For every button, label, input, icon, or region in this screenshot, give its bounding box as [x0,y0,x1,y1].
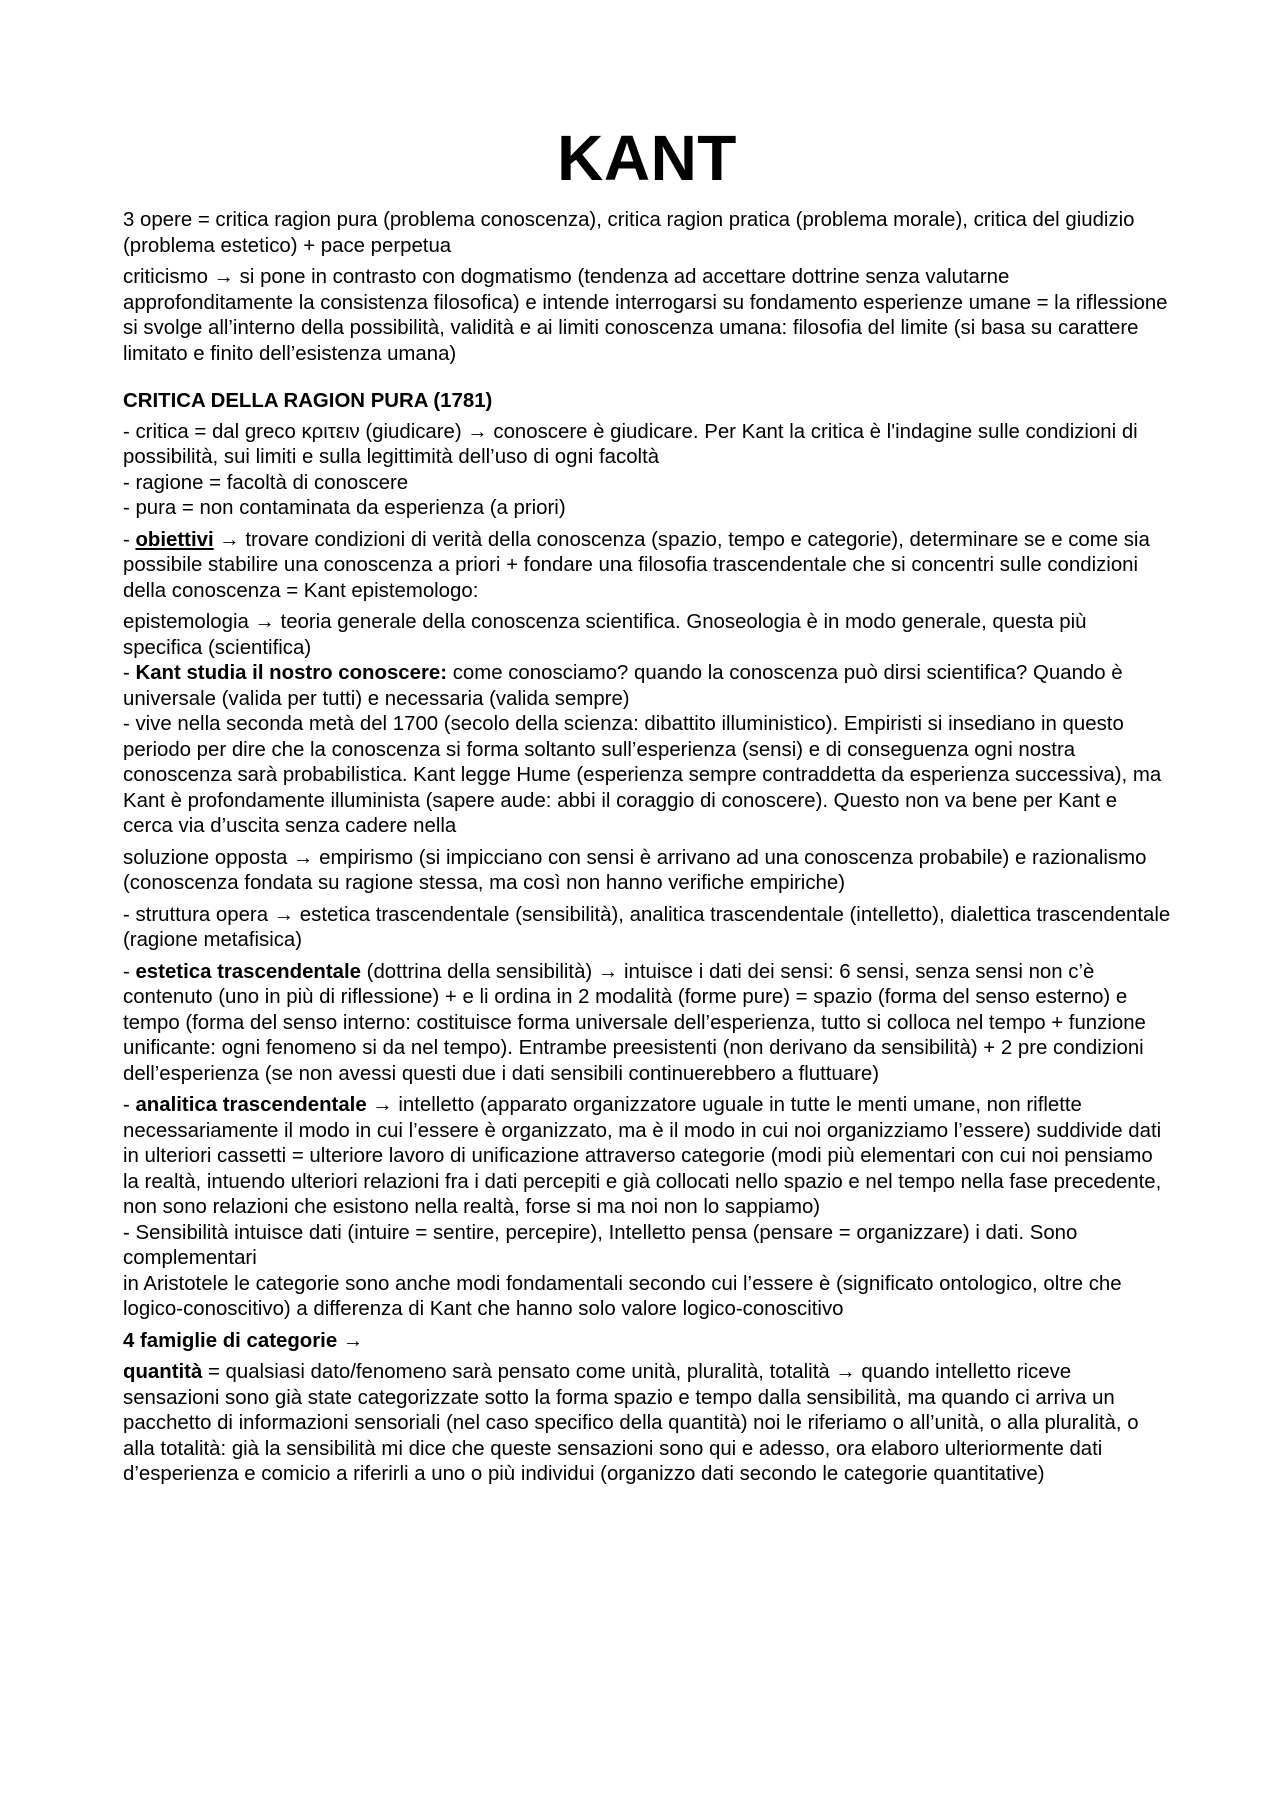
studia-label: Kant studia il nostro conoscere: [135,662,448,684]
paragraph-soluzione: soluzione opposta → empirismo (si impicciano con sensi è arrivano ad una conoscenza probabile) e razionalismo (conoscenza fondata su ragione stessa, ma così non hanno verifiche empiriche) [123,846,1147,894]
paragraph-pura: - pura = non contaminata da esperienza (a priori) [123,497,566,519]
paragraph-quantita [123,1360,1171,1488]
text-span: → intelletto (apparato organizzatore uguale in tutte le menti umane, non riflette necessariamente il modo in cui l’essere è organizzato, ma è il modo in cui noi organizziamo l’essere) suddivide dati in ulteriori cassetti = ulteriore lavoro di unificazione attraverso categorie (modi più elementari con cui noi pensiamo la realtà, intuendo ulteriori relazioni fra i dati percepiti e già collocati nello spazio e nel tempo nella fase precedente, non sono relazioni che esistono nella realtà, forse si ma noi non lo sappiamo) [123,1094,1162,1218]
obiettivi-label: obiettivi [135,528,214,551]
paragraph-obiettivi [123,528,1171,605]
paragraph-analitica [123,1093,1171,1221]
text-span: - [123,662,136,684]
quantita-label: quantità [123,1361,203,1383]
paragraph-ragione: - ragione = facoltà di conoscere [123,471,409,494]
text-span: - [123,960,136,983]
paragraph-aristotele: in Aristotele le categorie sono anche modi fondamentali secondo cui l’essere è (significato ontologico, oltre che logico-conoscitivo) a differenza di Kant che hanno solo valore logico-conoscitivo [123,1272,1122,1320]
page-title: KANT [557,122,737,194]
text-span: - [123,528,136,551]
intro-opere: 3 opere = critica ragion pura (problema conoscenza), critica ragion pratica (problema morale), critica del giudizio (problema estetico) + pace perpetua [123,209,1135,257]
text-span: come conosciamo? quando la conoscenza può dirsi scientifica? Quando è universale (valida per tutti) e necessaria (valida sempre) [123,662,1123,710]
text-span: (dottrina della sensibilità) → intuisce i dati dei sensi: 6 sensi, senza sensi non c’è contenuto (uno in più di riflessione) + e li ordina in 2 modalità (forme pure) = spazio (forma del senso esterno) e tempo (forma del senso interno: costituisce forma universale dell’esperienza, tutto si colloca nel tempo + funzione unificante: ogni fenomeno si da nel tempo). Entrambe preesistenti (non derivano da sensibilità) + 2 pre condizioni dell’esperienza (se non avessi questi due i dati sensibili continuerebbero a fluttuare) [123,960,1146,1085]
paragraph-estetica [123,960,1171,1088]
text-span: - [123,1094,136,1116]
document-page [123,118,1171,1494]
paragraph-epistemologia: epistemologia → teoria generale della conoscenza scientifica. Gnoseologia è in modo generale, questa più specifica (scientifica) [123,611,1087,659]
analitica-label: analitica trascendentale [135,1094,367,1116]
paragraph-vive: - vive nella seconda metà del 1700 (secolo della scienza: dibattito illuministico). Empiristi si insediano in questo periodo per dire che la conoscenza si forma soltanto sull’esperienza (sensi) e di conseguenza ogni nostra conoscenza sarà probabilistica. Kant legge Hume (esperienza sempre contraddetta da esperienza successiva), ma Kant è profondamente illuminista (sapere aude: abbi il coraggio di conoscere). Questo non va bene per Kant e cerca via d’uscita senza cadere nella [123,713,1162,837]
estetica-label: estetica trascendentale [135,960,362,983]
paragraph-critica: - critica = dal greco κριτειν (giudicare) → conoscere è giudicare. Per Kant la critica è l'indagine sulle condizioni di possibilità, sui limiti e sulla legittimità dell’uso di ogni facoltà [123,420,1138,468]
paragraph-sensibilita: - Sensibilità intuisce dati (intuire = sentire, percepire), Intelletto pensa (pensare = organizzare) i dati. Sono complementari [123,1221,1078,1269]
paragraph-struttura: - struttura opera → estetica trascendentale (sensibilità), analitica trascendentale (intelletto), dialettica trascendentale (ragione metafisica) [123,903,1171,951]
paragraph-famiglie: 4 famiglie di categorie → [123,1329,364,1352]
intro-criticismo: criticismo → si pone in contrasto con dogmatismo (tendenza ad accettare dottrine senza valutarne approfonditamente la consistenza filosofica) e intende interrogarsi su fondamento esperienze umane = la riflessione si svolge all’interno della possibilità, validità e ai limiti conoscenza umana: filosofia del limite (si basa su carattere limitato e finito dell’esistenza umana) [123,266,1168,365]
paragraph-studia [123,661,1171,712]
section-heading: CRITICA DELLA RAGION PURA (1781) [123,390,493,412]
text-span: = qualsiasi dato/fenomeno sarà pensato come unità, pluralità, totalità → quando intelletto riceve sensazioni sono già state categorizzate sotto la forma spazio e tempo dalla sensibilità, ma quando ci arriva un pacchetto di informazioni sensoriali (nel caso specifico della quantità) noi le riferiamo o all’unità, o alla pluralità, o alla totalità: già la sensibilità mi dice che queste sensazioni sono qui e adesso, ora elaboro ulteriormente dati d’esperienza e comicio a riferirli a uno o più individui (organizzo dati secondo le categorie quantitative) [123,1361,1139,1485]
text-span: → trovare condizioni di verità della conoscenza (spazio, tempo e categorie), determinare se e come sia possibile stabilire una conoscenza a priori + fondare una filosofia trascendentale che si concentri sulle condizioni della conoscenza = Kant epistemologo: [123,528,1150,602]
